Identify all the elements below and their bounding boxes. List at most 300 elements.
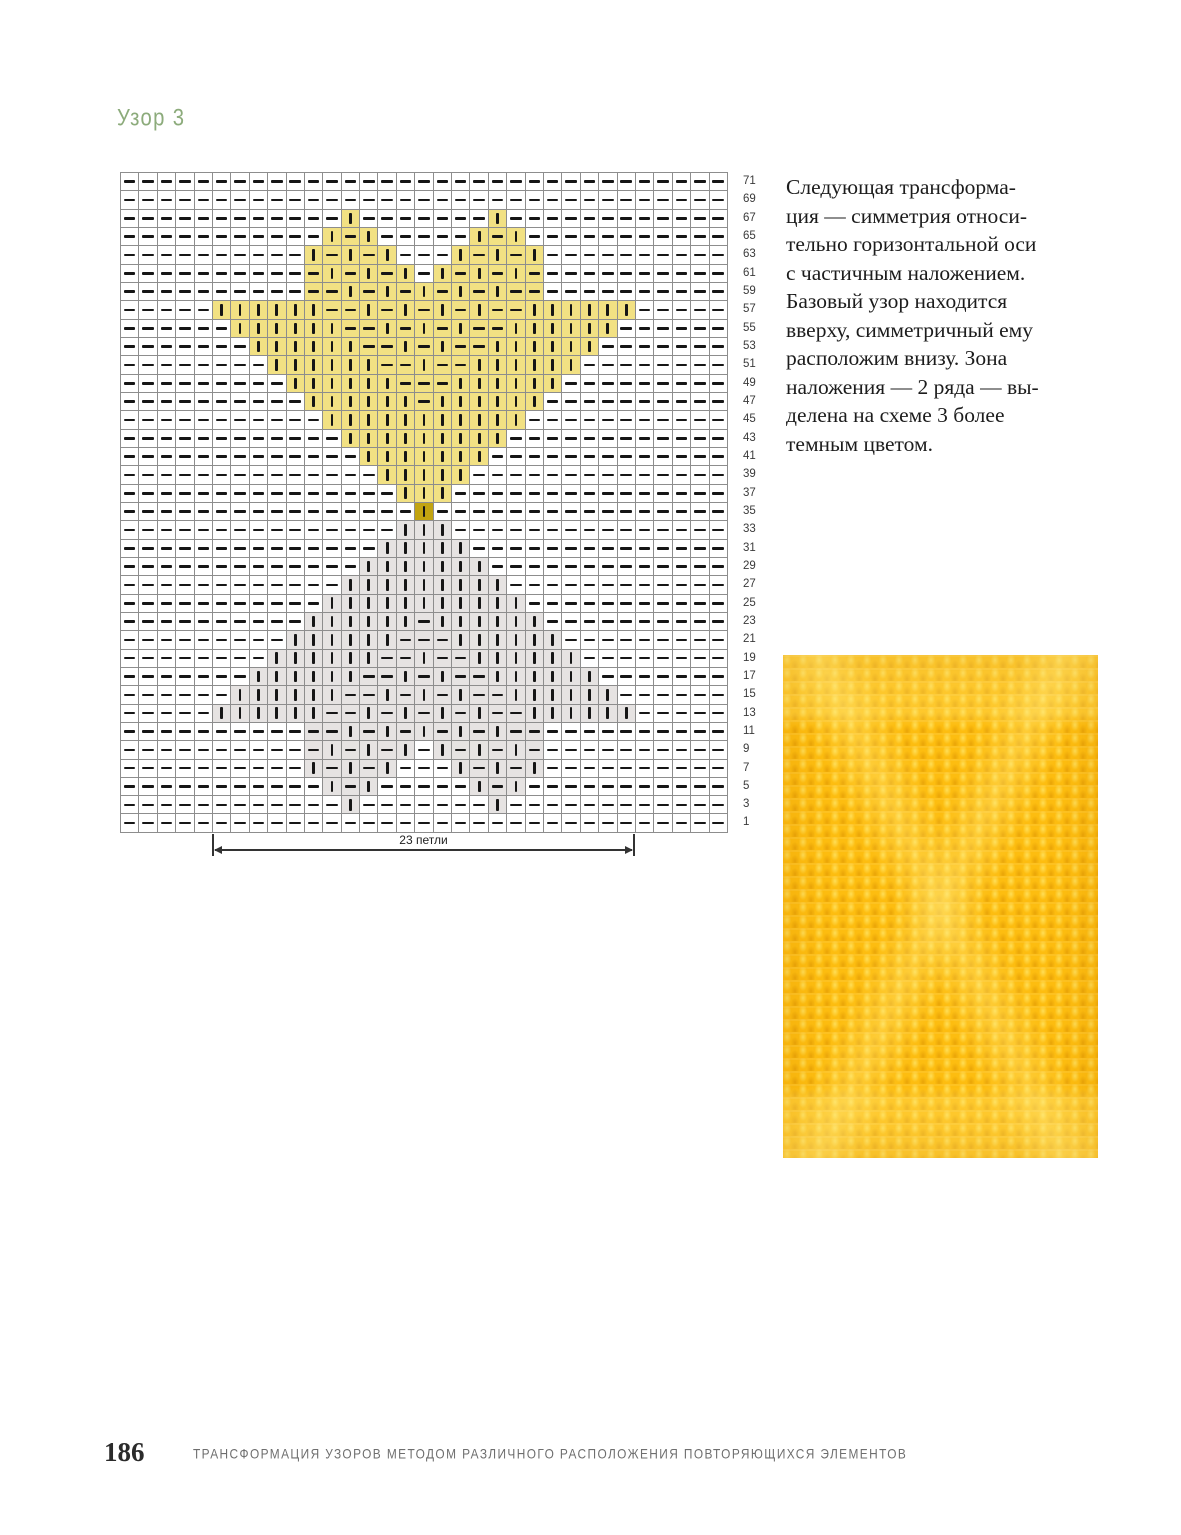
chart-cell: [231, 595, 249, 613]
chart-cell: [562, 283, 580, 301]
chart-cell: [231, 705, 249, 723]
chart-cell: [287, 448, 305, 466]
chart-cell: [599, 796, 617, 814]
chart-cell: [544, 265, 562, 283]
chart-cell: [544, 173, 562, 191]
row-number: 9: [743, 743, 750, 756]
chart-cell: [544, 338, 562, 356]
chart-cell: [121, 283, 139, 301]
chart-cell: [139, 503, 157, 521]
chart-cell: [176, 448, 194, 466]
chart-cell: [507, 210, 525, 228]
chart-cell: [360, 503, 378, 521]
chart-cell: [581, 485, 599, 503]
chart-cell: [158, 576, 176, 594]
chart-cell: [121, 210, 139, 228]
chart-cell: [581, 760, 599, 778]
chart-cell: [250, 320, 268, 338]
row-number: 11: [743, 724, 755, 737]
chart-cell: [342, 430, 360, 448]
chart-cell: [397, 668, 415, 686]
chart-cell: [268, 301, 286, 319]
chart-cell: [691, 338, 709, 356]
chart-cell: [599, 356, 617, 374]
chart-cell: [434, 723, 452, 741]
chart-cell: [139, 210, 157, 228]
chart-cell: [176, 430, 194, 448]
chart-cell: [250, 558, 268, 576]
chart-cell: [195, 375, 213, 393]
chart-cell: [562, 595, 580, 613]
chart-cell: [397, 246, 415, 264]
chart-cell: [231, 246, 249, 264]
chart-cell: [360, 705, 378, 723]
chart-cell: [434, 393, 452, 411]
chart-cell: [710, 668, 728, 686]
chart-cell: [323, 723, 341, 741]
chart-cell: [654, 320, 672, 338]
chart-cell: [415, 265, 433, 283]
chart-cell: [121, 466, 139, 484]
chart-cell: [139, 448, 157, 466]
chart-cell: [673, 576, 691, 594]
chart-cell: [654, 448, 672, 466]
paragraph-line: с частичным наложением.: [786, 260, 1026, 285]
chart-cell: [673, 521, 691, 539]
chart-cell: [544, 191, 562, 209]
chart-cell: [323, 173, 341, 191]
chart-cell: [434, 466, 452, 484]
knitting-chart: [120, 172, 756, 847]
chart-cell: [636, 210, 654, 228]
chart-cell: [507, 320, 525, 338]
chart-cell: [268, 760, 286, 778]
chart-cell: [434, 613, 452, 631]
chart-cell: [544, 301, 562, 319]
chart-cell: [397, 760, 415, 778]
chart-cell: [121, 613, 139, 631]
chart-cell: [544, 668, 562, 686]
chart-cell: [673, 668, 691, 686]
chart-cell: [673, 613, 691, 631]
chart-cell: [268, 778, 286, 796]
chart-cell: [139, 338, 157, 356]
chart-cell: [323, 705, 341, 723]
chart-cell: [562, 741, 580, 759]
chart-cell: [710, 191, 728, 209]
chart-cell: [213, 521, 231, 539]
chart-cell: [342, 686, 360, 704]
chart-cell: [323, 301, 341, 319]
chart-cell: [176, 705, 194, 723]
chart-cell: [139, 466, 157, 484]
chart-cell: [434, 210, 452, 228]
chart-cell: [213, 466, 231, 484]
row-number: 19: [743, 651, 756, 664]
chart-cell: [287, 595, 305, 613]
chart-cell: [397, 723, 415, 741]
row-number: 21: [743, 633, 756, 646]
chart-cell: [231, 558, 249, 576]
chart-cell: [305, 814, 323, 832]
chart-cell: [673, 228, 691, 246]
chart-cell: [378, 173, 396, 191]
chart-cell: [213, 228, 231, 246]
chart-cell: [618, 576, 636, 594]
chart-cell: [158, 448, 176, 466]
chart-cell: [691, 375, 709, 393]
row-number: 25: [743, 596, 756, 609]
chart-cell: [618, 686, 636, 704]
chart-cell: [415, 650, 433, 668]
chart-cell: [673, 558, 691, 576]
chart-cell: [323, 466, 341, 484]
chart-cell: [489, 558, 507, 576]
chart-cell: [397, 613, 415, 631]
chart-cell: [691, 246, 709, 264]
chart-cell: [470, 686, 488, 704]
chart-cell: [507, 540, 525, 558]
row-number: 49: [743, 376, 756, 389]
chart-cell: [176, 521, 194, 539]
chart-cell: [489, 485, 507, 503]
chart-cell: [323, 320, 341, 338]
chart-cell: [158, 210, 176, 228]
chart-cell: [507, 705, 525, 723]
paragraph-line: ция — симметрия относи-: [786, 203, 1027, 228]
chart-cell: [158, 503, 176, 521]
chart-cell: [618, 246, 636, 264]
paragraph-line: темным цветом.: [786, 431, 933, 456]
chart-cell: [470, 283, 488, 301]
chart-cell: [287, 814, 305, 832]
chart-cell: [342, 485, 360, 503]
chart-cell: [636, 356, 654, 374]
chart-cell: [470, 265, 488, 283]
chart-cell: [231, 338, 249, 356]
chart-cell: [599, 283, 617, 301]
chart-cell: [544, 448, 562, 466]
chart-cell: [360, 760, 378, 778]
chart-cell: [158, 411, 176, 429]
chart-cell: [213, 375, 231, 393]
chart-cell: [121, 375, 139, 393]
chart-cell: [250, 760, 268, 778]
chart-cell: [470, 613, 488, 631]
chart-cell: [213, 356, 231, 374]
chart-cell: [507, 778, 525, 796]
chart-cell: [250, 778, 268, 796]
chart-cell: [489, 650, 507, 668]
chart-cell: [544, 485, 562, 503]
chart-cell: [176, 613, 194, 631]
chart-cell: [231, 375, 249, 393]
chart-cell: [176, 375, 194, 393]
chart-cell: [268, 705, 286, 723]
chart-cell: [636, 778, 654, 796]
chart-cell: [323, 448, 341, 466]
chart-cell: [636, 595, 654, 613]
chart-cell: [470, 356, 488, 374]
chart-cell: [710, 631, 728, 649]
chart-cell: [581, 246, 599, 264]
chart-cell: [287, 760, 305, 778]
chart-cell: [305, 631, 323, 649]
chart-cell: [305, 503, 323, 521]
chart-cell: [654, 375, 672, 393]
chart-cell: [710, 228, 728, 246]
chart-cell: [121, 430, 139, 448]
chart-cell: [526, 375, 544, 393]
chart-cell: [489, 393, 507, 411]
chart-cell: [489, 246, 507, 264]
chart-cell: [434, 558, 452, 576]
chart-cell: [599, 814, 617, 832]
chart-cell: [581, 191, 599, 209]
row-number: 69: [743, 193, 756, 206]
chart-cell: [287, 705, 305, 723]
chart-cell: [378, 448, 396, 466]
chart-cell: [342, 466, 360, 484]
chart-cell: [360, 778, 378, 796]
chart-cell: [581, 338, 599, 356]
chart-cell: [673, 210, 691, 228]
chart-cell: [691, 540, 709, 558]
chart-cell: [268, 338, 286, 356]
chart-cell: [213, 246, 231, 264]
chart-cell: [452, 558, 470, 576]
chart-cell: [397, 650, 415, 668]
chart-cell: [562, 631, 580, 649]
chart-cell: [121, 228, 139, 246]
chart-cell: [581, 430, 599, 448]
chart-cell: [618, 796, 636, 814]
chart-cell: [213, 595, 231, 613]
chart-cell: [250, 650, 268, 668]
chart-cell: [636, 320, 654, 338]
chart-cell: [691, 283, 709, 301]
chart-cell: [654, 393, 672, 411]
chart-cell: [305, 210, 323, 228]
chart-cell: [691, 595, 709, 613]
chart-cell: [434, 356, 452, 374]
chart-cell: [544, 723, 562, 741]
chart-cell: [213, 705, 231, 723]
chart-cell: [176, 301, 194, 319]
chart-cell: [250, 686, 268, 704]
chart-cell: [452, 503, 470, 521]
chart-cell: [378, 741, 396, 759]
chart-cell: [397, 448, 415, 466]
chart-cell: [121, 760, 139, 778]
chart-cell: [507, 595, 525, 613]
chart-cell: [213, 650, 231, 668]
chart-cell: [323, 503, 341, 521]
chart-cell: [489, 668, 507, 686]
chart-cell: [305, 246, 323, 264]
chart-cell: [710, 778, 728, 796]
chart-cell: [415, 448, 433, 466]
chart-cell: [470, 540, 488, 558]
chart-cell: [176, 650, 194, 668]
chart-cell: [636, 301, 654, 319]
chart-cell: [342, 796, 360, 814]
chart-cell: [452, 320, 470, 338]
chart-cell: [507, 466, 525, 484]
chart-cell: [618, 393, 636, 411]
chart-cell: [213, 210, 231, 228]
paragraph-line: расположим внизу. Зона: [786, 346, 1008, 370]
chart-cell: [526, 540, 544, 558]
chart-cell: [231, 466, 249, 484]
chart-cell: [654, 411, 672, 429]
chart-cell: [287, 741, 305, 759]
chart-cell: [305, 686, 323, 704]
chart-cell: [250, 705, 268, 723]
chart-cell: [599, 576, 617, 594]
chart-cell: [231, 686, 249, 704]
chart-cell: [378, 191, 396, 209]
chart-cell: [121, 778, 139, 796]
chart-cell: [507, 411, 525, 429]
chart-cell: [452, 631, 470, 649]
chart-cell: [581, 686, 599, 704]
chart-cell: [434, 668, 452, 686]
chart-cell: [489, 540, 507, 558]
chart-cell: [305, 485, 323, 503]
chart-cell: [452, 466, 470, 484]
chart-cell: [452, 723, 470, 741]
chart-cell: [158, 283, 176, 301]
chart-cell: [397, 796, 415, 814]
chart-cell: [195, 778, 213, 796]
chart-cell: [673, 375, 691, 393]
chart-cell: [673, 283, 691, 301]
chart-cell: [526, 356, 544, 374]
chart-cell: [691, 503, 709, 521]
chart-cell: [176, 503, 194, 521]
chart-cell: [121, 814, 139, 832]
chart-cell: [158, 320, 176, 338]
chart-cell: [378, 558, 396, 576]
chart-cell: [250, 265, 268, 283]
chart-cell: [415, 668, 433, 686]
chart-cell: [360, 686, 378, 704]
chart-cell: [158, 650, 176, 668]
chart-cell: [360, 631, 378, 649]
chart-cell: [415, 521, 433, 539]
chart-cell: [250, 668, 268, 686]
chart-cell: [544, 576, 562, 594]
chart-cell: [544, 466, 562, 484]
chart-cell: [250, 301, 268, 319]
chart-cell: [544, 430, 562, 448]
row-number: 65: [743, 229, 756, 242]
chart-cell: [415, 338, 433, 356]
chart-cell: [213, 540, 231, 558]
chart-cell: [213, 668, 231, 686]
chart-cell: [415, 393, 433, 411]
chart-cell: [342, 595, 360, 613]
chart-cell: [378, 686, 396, 704]
chart-cell: [378, 595, 396, 613]
chart-cell: [581, 375, 599, 393]
chart-cell: [305, 760, 323, 778]
chart-cell: [673, 650, 691, 668]
chart-cell: [378, 430, 396, 448]
chart-cell: [250, 503, 268, 521]
chart-cell: [176, 393, 194, 411]
chart-cell: [636, 338, 654, 356]
chart-cell: [470, 448, 488, 466]
chart-cell: [397, 430, 415, 448]
chart-cell: [489, 228, 507, 246]
chart-cell: [691, 393, 709, 411]
chart-cell: [195, 411, 213, 429]
chart-cell: [323, 595, 341, 613]
chart-cell: [434, 741, 452, 759]
chart-cell: [250, 576, 268, 594]
chart-cell: [378, 521, 396, 539]
chart-cell: [250, 191, 268, 209]
chart-cell: [158, 393, 176, 411]
chart-cell: [581, 668, 599, 686]
chart-cell: [360, 265, 378, 283]
row-number: 27: [743, 578, 756, 591]
chart-cell: [231, 485, 249, 503]
chart-cell: [489, 760, 507, 778]
chart-cell: [599, 375, 617, 393]
chart-cell: [434, 301, 452, 319]
chart-cell: [562, 173, 580, 191]
chart-cell: [452, 778, 470, 796]
chart-cell: [231, 191, 249, 209]
chart-cell: [342, 576, 360, 594]
chart-cell: [323, 686, 341, 704]
chart-cell: [544, 356, 562, 374]
chart-cell: [710, 613, 728, 631]
chart-cell: [526, 705, 544, 723]
chart-cell: [489, 173, 507, 191]
chart-cell: [654, 301, 672, 319]
chart-cell: [139, 778, 157, 796]
chart-cell: [544, 796, 562, 814]
chart-cell: [195, 301, 213, 319]
chart-cell: [654, 283, 672, 301]
chart-cell: [195, 796, 213, 814]
chart-cell: [415, 375, 433, 393]
chart-cell: [231, 430, 249, 448]
chart-cell: [231, 411, 249, 429]
chart-cell: [268, 356, 286, 374]
chart-cell: [397, 228, 415, 246]
chart-cell: [507, 760, 525, 778]
chart-cell: [158, 613, 176, 631]
chart-cell: [452, 814, 470, 832]
chart-cell: [691, 430, 709, 448]
chart-cell: [599, 246, 617, 264]
chart-cell: [121, 246, 139, 264]
chart-cell: [415, 301, 433, 319]
chart-cell: [231, 631, 249, 649]
chart-cell: [360, 246, 378, 264]
chart-cell: [378, 540, 396, 558]
chart-cell: [139, 576, 157, 594]
chart-cell: [195, 631, 213, 649]
chart-cell: [636, 173, 654, 191]
row-number: 17: [743, 669, 756, 682]
chart-cell: [581, 393, 599, 411]
